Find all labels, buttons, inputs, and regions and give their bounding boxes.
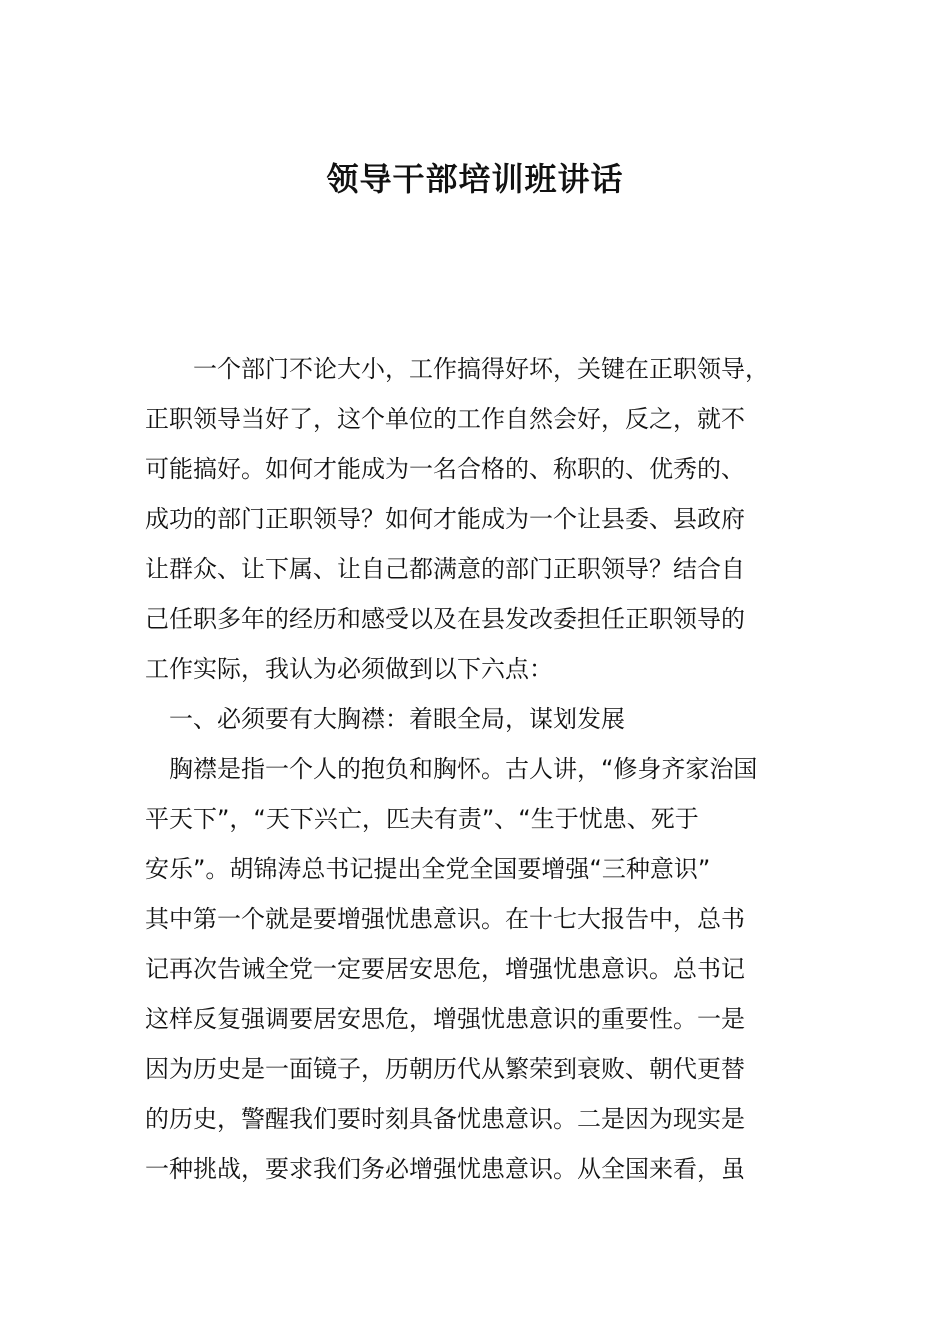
- body-line-10: 平天下”，“天下兴亡，匹夫有责”、“生于忧患、死于: [145, 805, 699, 833]
- body-line-4: 成功的部门正职领导？如何才能成为一个让县委、县政府: [145, 505, 745, 533]
- body-line-7: 工作实际，我认为必须做到以下六点：: [145, 655, 553, 683]
- body-line-17: 一种挑战，要求我们务必增强忧患意识。从全国来看，虽: [145, 1155, 745, 1183]
- body-line-3: 可能搞好。如何才能成为一名合格的、称职的、优秀的、: [145, 455, 745, 483]
- body-line-16: 的历史，警醒我们要时刻具备忧患意识。二是因为现实是: [145, 1105, 745, 1133]
- body-line-9: 胸襟是指一个人的抱负和胸怀。古人讲，“修身齐家治国: [145, 755, 758, 783]
- body-line-11: 安乐”。胡锦涛总书记提出全党全国要增强“三种意识”: [145, 855, 711, 883]
- body-line-5: 让群众、让下属、让自己都满意的部门正职领导？结合自: [145, 555, 745, 583]
- body-line-14: 这样反复强调要居安思危，增强忧患意识的重要性。一是: [145, 1005, 745, 1033]
- section-heading-1: 一、必须要有大胸襟：着眼全局，谋划发展: [145, 705, 625, 733]
- body-line-6: 己任职多年的经历和感受以及在县发改委担任正职领导的: [145, 605, 745, 633]
- document-title: 领导干部培训班讲话: [326, 160, 624, 198]
- body-line-12: 其中第一个就是要增强忧患意识。在十七大报告中，总书: [145, 905, 745, 933]
- body-line-2: 正职领导当好了，这个单位的工作自然会好，反之，就不: [145, 405, 745, 433]
- body-line-13: 记再次告诫全党一定要居安思危，增强忧患意识。总书记: [145, 955, 745, 983]
- body-line-1: 一个部门不论大小，工作搞得好坏，关键在正职领导，: [145, 355, 769, 383]
- body-line-15: 因为历史是一面镜子，历朝历代从繁荣到衰败、朝代更替: [145, 1055, 745, 1083]
